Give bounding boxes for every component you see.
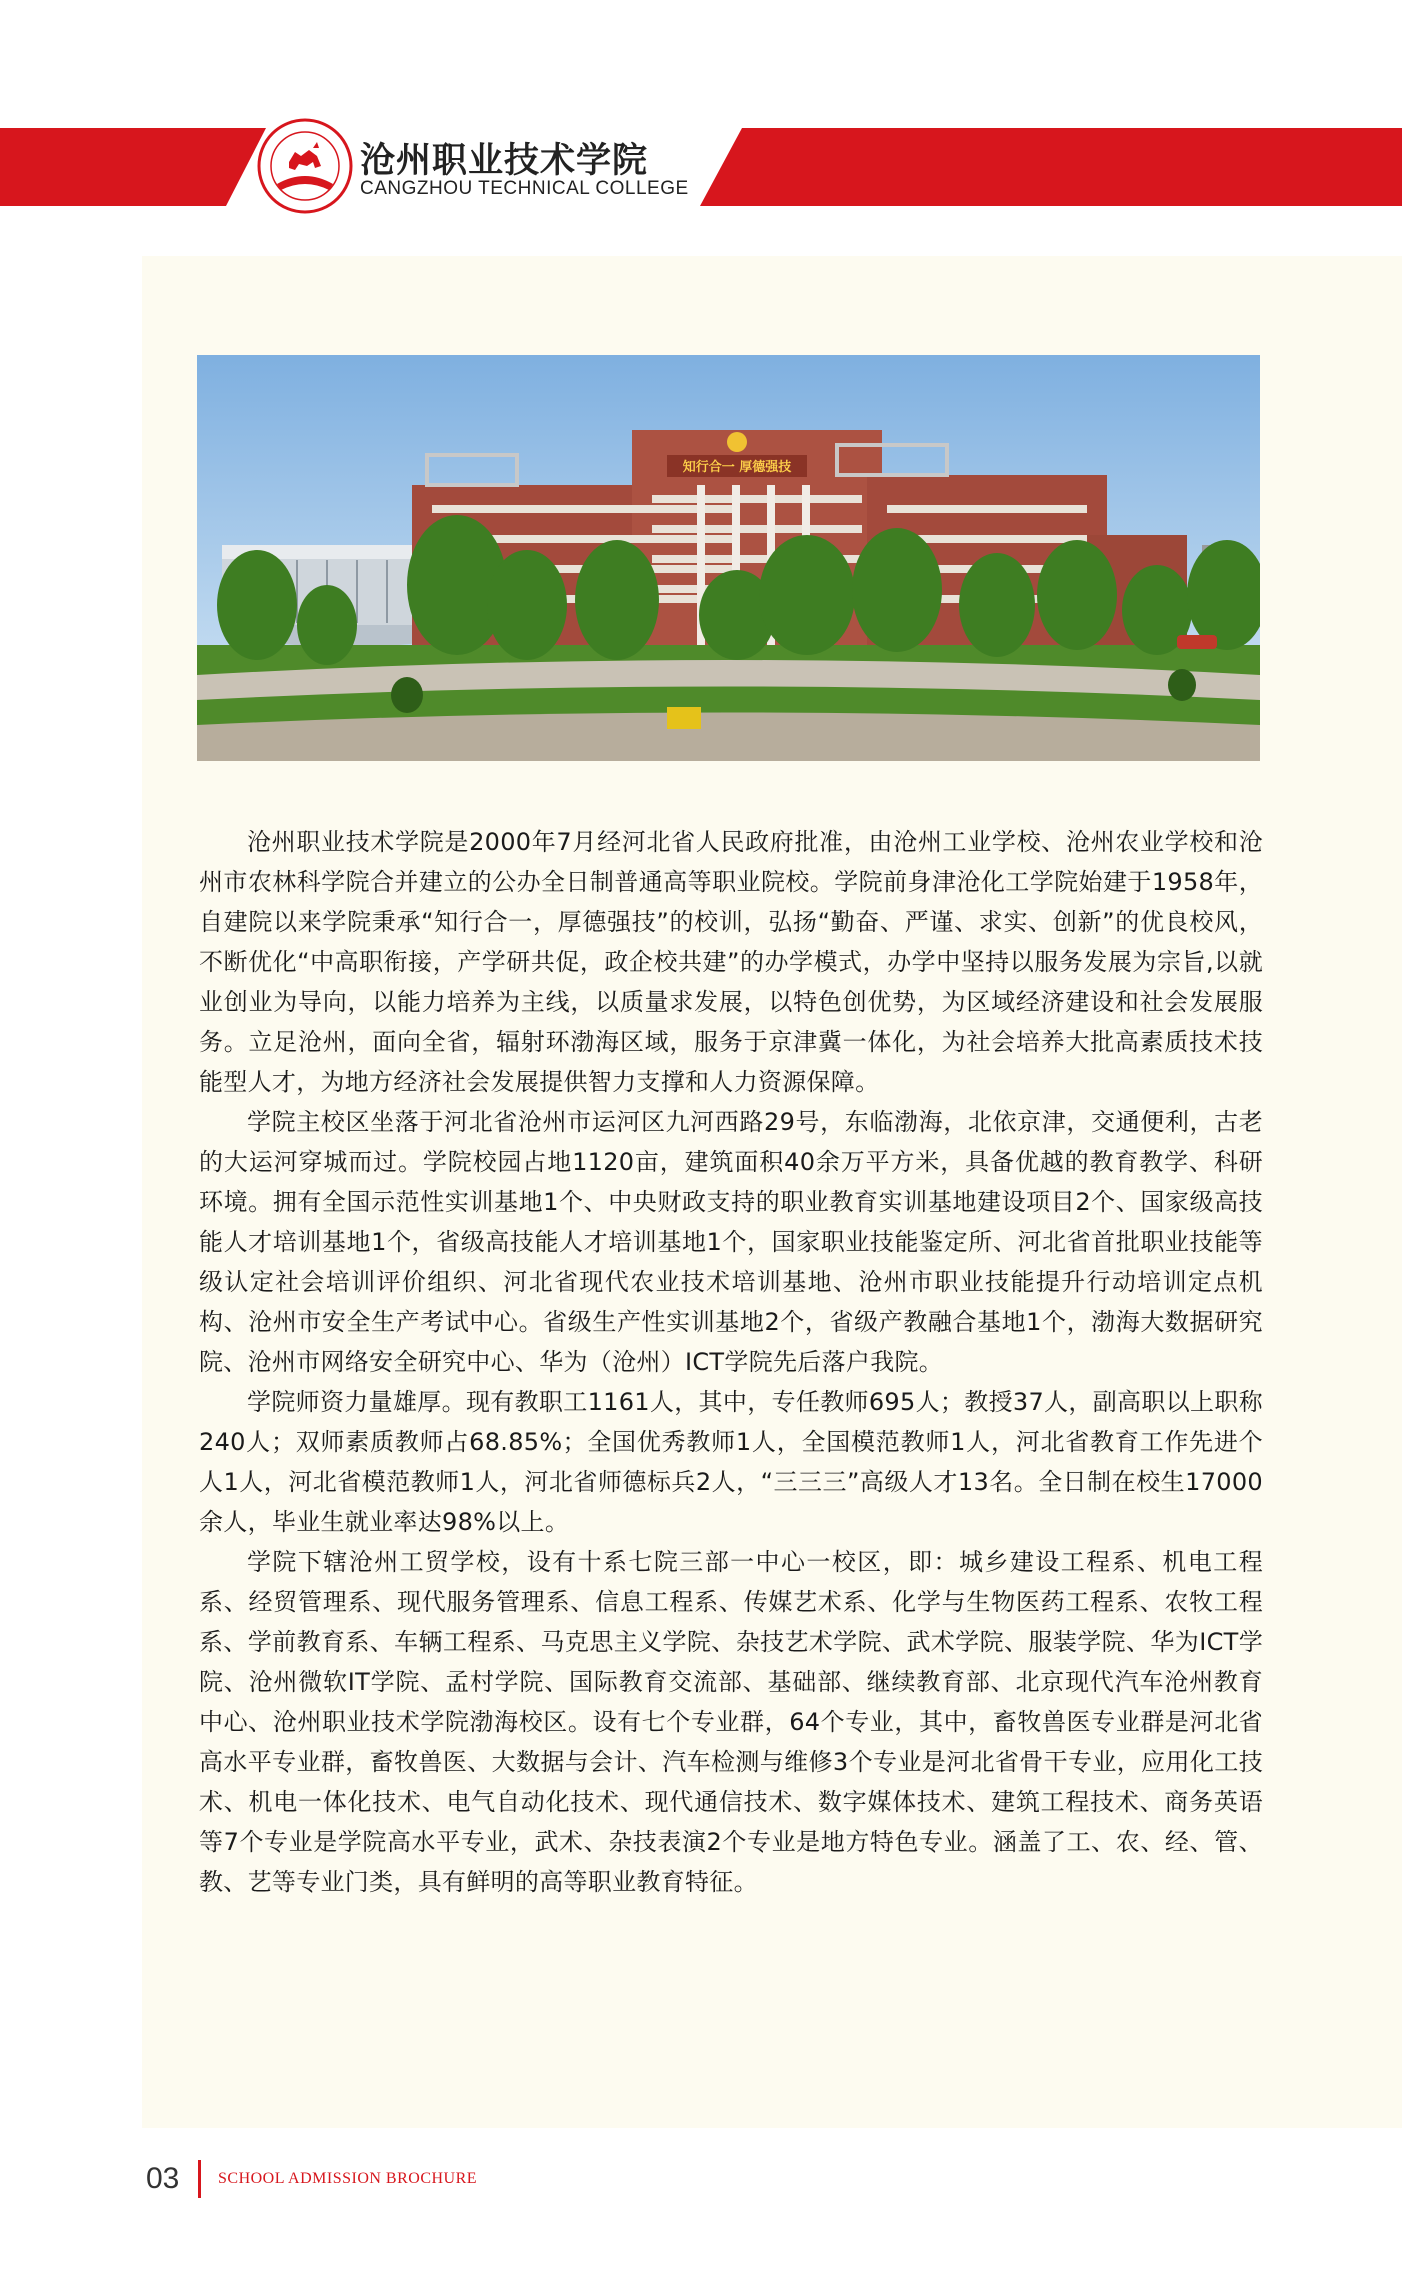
college-logo-icon — [255, 116, 355, 216]
building-slogan: 知行合一 厚德强技 — [682, 460, 792, 475]
paragraph: 沧州职业技术学院是2000年7月经河北省人民政府批准，由沧州工业学校、沧州农业学校和沧州市农林科学院合并建立的公办全日制普通高等职业院校。学院前身津沧化工学院始建于1958年，自建院以来学院秉承“知行合一，厚德强技”的校训，弘扬“勤奋、严谨、求实、创新”的优良校风，不断优化“中高职衔接，产学研共促，政企校共建”的办学模式，办学中坚持以服务发展为宗旨,以就业创业为导向，以能力培养为主线，以质量求发展，以特色创优势，为区域经济建设和社会发展服务。立足沧州，面向全省，辐射环渤海区域，服务于京津冀一体化，为社会培养大批高素质技术技能型人才，为地方经济社会发展提供智力支撑和人力资源保障。 — [199, 828, 1263, 1096]
header-band-right — [700, 128, 1402, 206]
intro-body — [199, 822, 1263, 1902]
paragraph: 学院下辖沧州工贸学校，设有十系七院三部一中心一校区，即：城乡建设工程系、机电工程系、经贸管理系、现代服务管理系、信息工程系、传媒艺术系、化学与生物医药工程系、农牧工程系、学前教育系、车辆工程系、马克思主义学院、杂技艺术学院、武术学院、服装学院、华为ICT学院、沧州微软IT学院、孟村学院、国际教育交流部、基础部、继续教育部、北京现代汽车沧州教育中心、沧州职业技术学院渤海校区。设有七个专业群，64个专业，其中，畜牧兽医专业群是河北省高水平专业群，畜牧兽医、大数据与会计、汽车检测与维修3个专业是河北省骨干专业，应用化工技术、机电一体化技术、电气自动化技术、现代通信技术、数字媒体技术、建筑工程技术、商务英语等7个专业是学院高水平专业，武术、杂技表演2个专业是地方特色专业。涵盖了工、农、经、管、教、艺等专业门类，具有鲜明的高等职业教育特征。 — [199, 1548, 1263, 1896]
paragraph: 学院主校区坐落于河北省沧州市运河区九河西路29号，东临渤海，北依京津，交通便利，古老的大运河穿城而过。学院校园占地1120亩，建筑面积40余万平方米，具备优越的教育教学、科研环境。拥有全国示范性实训基地1个、中央财政支持的职业教育实训基地建设项目2个、国家级高技能人才培训基地1个，省级高技能人才培训基地1个，国家职业技能鉴定所、河北省首批职业技能等级认定社会培训评价组织、河北省现代农业技术培训基地、沧州市职业技能提升行动培训定点机构、沧州市安全生产考试中心。省级生产性实训基地2个，省级产教融合基地1个，渤海大数据研究院、沧州市网络安全研究中心、华为（沧州）ICT学院先后落户我院。 — [199, 1108, 1263, 1376]
header-band-left — [0, 128, 226, 206]
school-name: 沧州职业技术学院 — [360, 141, 649, 181]
paragraph: 学院师资力量雄厚。现有教职工1161人，其中，专任教师695人；教授37人，副高职以上职称240人；双师素质教师占68.85%；全国优秀教师1人，全国模范教师1人，河北省教育工作先进个人1人，河北省模范教师1人，河北省师德标兵2人，“三三三”高级人才13名。全日制在校生17000余人，毕业生就业率达98%以上。 — [199, 1388, 1263, 1536]
campus-photo — [197, 355, 1260, 761]
footer-divider — [198, 2160, 201, 2198]
school-name-en: CANGZHOU TECHNICAL COLLEGE — [360, 178, 689, 199]
brochure-label: SCHOOL ADMISSION BROCHURE — [218, 2170, 478, 2187]
page-number: 03 — [146, 2162, 180, 2195]
